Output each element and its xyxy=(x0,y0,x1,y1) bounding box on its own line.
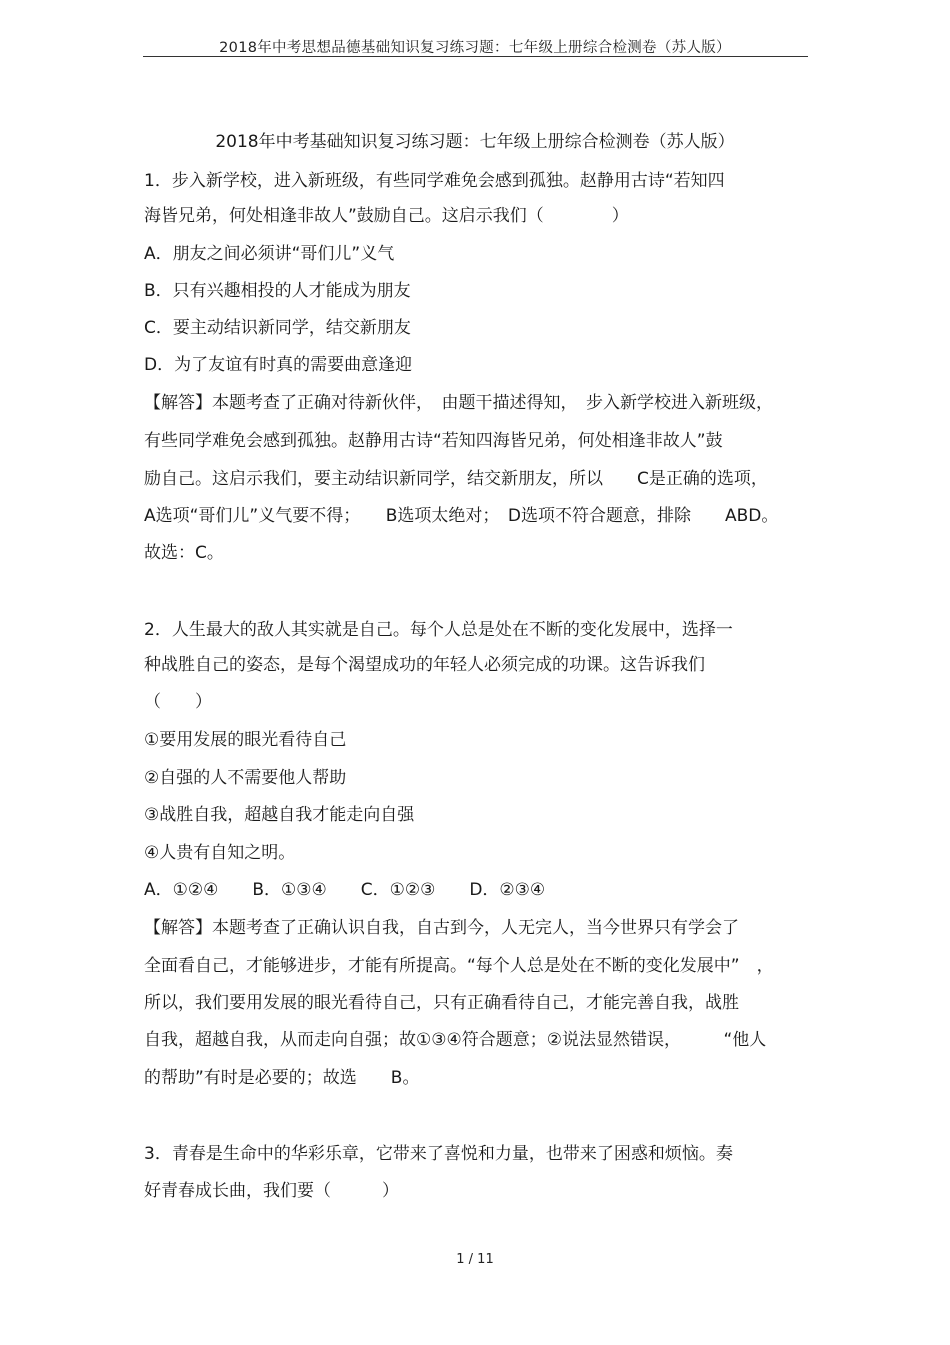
question-2-answer-line: 所以，我们要用发展的眼光看待自己，只有正确看待自己，才能完善自我，战胜 xyxy=(144,993,739,1013)
question-2-answer-line: 【解答】本题考查了正确认识自我，自古到今，人无完人，当今世界只有学会了 xyxy=(144,918,739,938)
question-1-answer-line: 故选：C。 xyxy=(144,543,224,563)
running-header: 2018年中考思想品德基础知识复习练习题：七年级上册综合检测卷（苏人版） xyxy=(219,40,731,56)
question-2-answer-line: 自我，超越自我，从而走向自强；故①③④符合题意；②说法显然错误， “他人 xyxy=(144,1030,767,1050)
question-3-stem-line: 好青春成长曲，我们要（ ） xyxy=(144,1181,399,1201)
question-2-stem-line: 2．人生最大的敌人其实就是自己。每个人总是处在不断的变化发展中，选择一 xyxy=(144,620,733,640)
question-1-answer-line: 励自己。这启示我们，要主动结识新同学，结交新朋友，所以 C是正确的选项， xyxy=(144,469,768,489)
question-1-stem-line: 海皆兄弟，何处相逢非故人”鼓励自己。这启示我们（ ） xyxy=(144,206,629,226)
document-title: 2018年中考基础知识复习练习题：七年级上册综合检测卷（苏人版） xyxy=(215,132,735,152)
page-number: 1 / 11 xyxy=(456,1252,494,1267)
question-1-option-b: B．只有兴趣相投的人才能成为朋友 xyxy=(144,281,411,301)
question-1-stem-line: 1．步入新学校，进入新班级，有些同学难免会感到孤独。赵静用古诗“若知四 xyxy=(144,171,725,191)
question-2-answer-line: 的帮助”有时是必要的；故选 B。 xyxy=(144,1068,420,1088)
question-1-answer-line: 【解答】本题考查了正确对待新伙伴， 由题干描述得知， 步入新学校进入新班级， xyxy=(144,393,773,413)
question-2-answer-line: 全面看自己，才能够进步，才能有所提高。“每个人总是处在不断的变化发展中” ， xyxy=(144,956,774,976)
question-2-statement: ②自强的人不需要他人帮助 xyxy=(144,768,347,788)
header-divider xyxy=(143,56,808,57)
question-3-stem-line: 3．青春是生命中的华彩乐章，它带来了喜悦和力量，也带来了困惑和烦恼。奏 xyxy=(144,1144,733,1164)
question-2-options: A．①②④ B．①③④ C．①②③ D．②③④ xyxy=(144,880,546,900)
question-2-stem-line: 种战胜自己的姿态，是每个渴望成功的年轻人必须完成的功课。这告诉我们 xyxy=(144,655,705,675)
question-1-option-a: A．朋友之间必须讲“哥们儿”义气 xyxy=(144,244,395,264)
question-2-stem-line: （ ） xyxy=(144,692,212,712)
question-2-statement: ③战胜自我，超越自我才能走向自强 xyxy=(144,805,415,825)
question-1-option-d: D．为了友谊有时真的需要曲意逢迎 xyxy=(144,355,413,375)
question-2-statement: ④人贵有自知之明。 xyxy=(144,843,296,863)
question-2-statement: ①要用发展的眼光看待自己 xyxy=(144,730,347,750)
question-1-answer-line: 有些同学难免会感到孤独。赵静用古诗“若知四海皆兄弟，何处相逢非故人”鼓 xyxy=(144,431,723,451)
question-1-option-c: C．要主动结识新同学，结交新朋友 xyxy=(144,318,411,338)
question-1-answer-line: A选项“哥们儿”义气要不得； B选项太绝对； D选项不符合题意，排除 ABD。 xyxy=(144,506,779,526)
